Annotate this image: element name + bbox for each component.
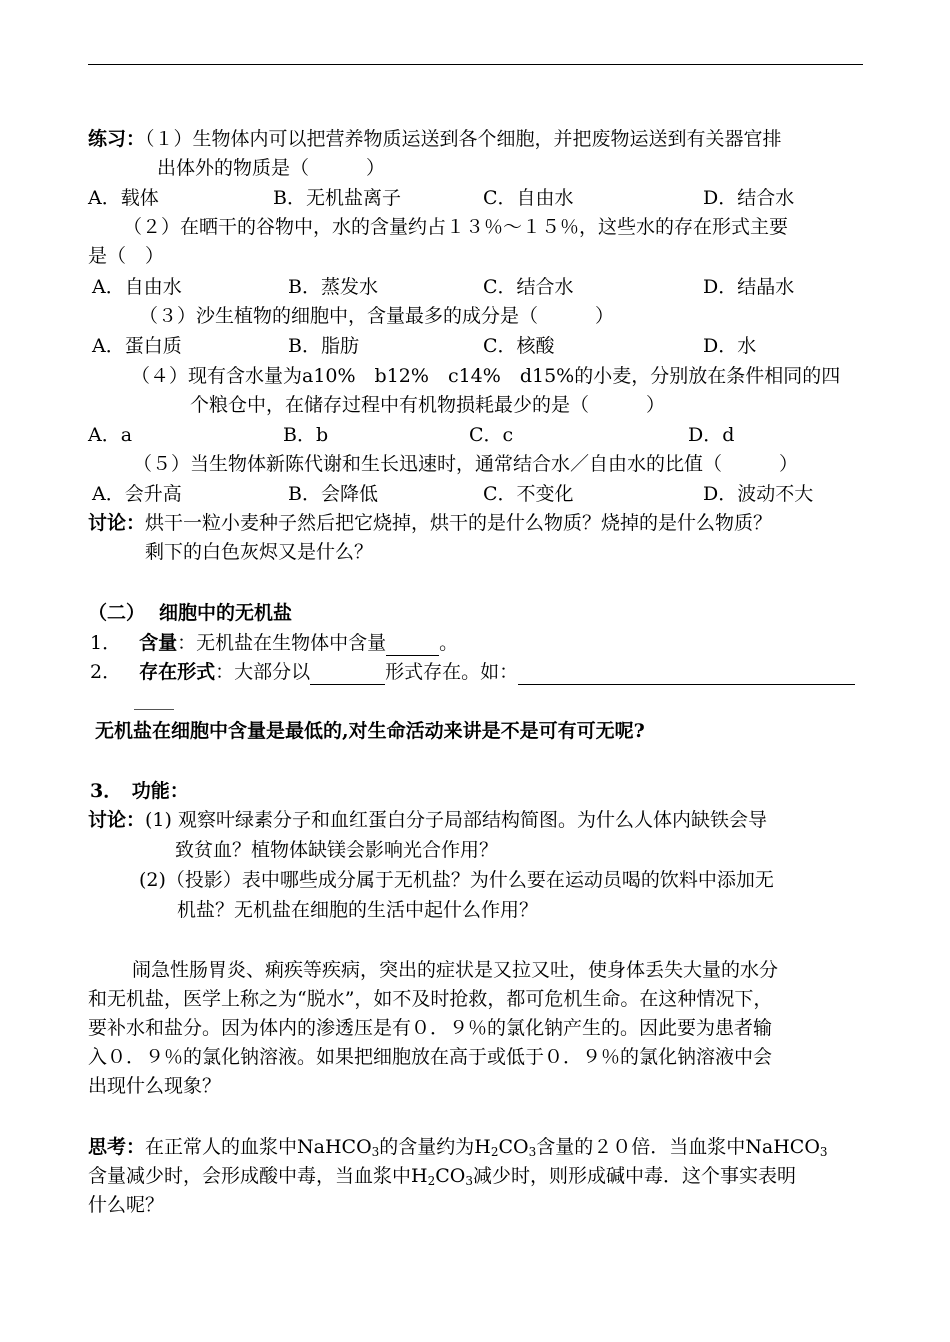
discussion1-text: 烘干一粒小麦种子然后把它烧掉，烘干的是什么物质？烧掉的是什么物质？	[145, 512, 773, 534]
think-line3: 什么呢？	[88, 1194, 165, 1216]
paragraph-line3: 要补水和盐分。因为体内的渗透压是有０．９％的氯化钠产生的。因此要为患者输	[88, 1017, 773, 1039]
item1-blank[interactable]	[386, 635, 439, 656]
think-text-c: CO	[498, 1136, 529, 1158]
q2-option-c: C．结合水	[483, 276, 574, 298]
section2-item2	[90, 659, 855, 685]
q2-option-d: D．结晶水	[703, 276, 795, 298]
q5-option-c: C．不变化	[483, 483, 574, 505]
discussion1-label: 讨论：	[88, 512, 146, 534]
item2-mid: 形式存在。如：	[385, 661, 519, 683]
continuation-rule	[134, 709, 174, 710]
think-text-e: 含量减少时，会形成酸中毒，当血浆中H	[88, 1165, 428, 1187]
q1-option-d: D．结合水	[703, 187, 795, 209]
subscript-3: 3	[819, 1145, 828, 1159]
discussion1-line2: 剩下的白色灰烬又是什么？	[145, 541, 374, 563]
paragraph-line4: 入０．９％的氯化钠溶液。如果把细胞放在高于或低于０．９％的氯化钠溶液中会	[88, 1046, 773, 1068]
q4-option-c: C．c	[469, 424, 514, 446]
item1-num: 1．	[90, 632, 122, 654]
subscript-2: 2	[490, 1145, 499, 1159]
think-label: 思考：	[88, 1136, 146, 1158]
exercise-q4-line2: 个粮仓中，在储存过程中有机物损耗最少的是（ ）	[190, 394, 666, 416]
section2-item1	[90, 630, 458, 656]
exercise-q1-line1	[88, 126, 782, 152]
item2-example-blank[interactable]	[518, 664, 855, 685]
q2-option-a: A．自由水	[92, 276, 182, 298]
exercise-q3: （３）沙生植物的细胞中，含量最多的成分是（ ）	[139, 305, 615, 327]
discussion2-line3: (2)（投影）表中哪些成分属于无机盐？为什么要在运动员喝的饮料中添加无	[139, 869, 774, 891]
think-text-d: 含量的２０倍．当血浆中NaHCO	[536, 1136, 820, 1158]
q5-option-b: B．会降低	[288, 483, 378, 505]
think-text-f: CO	[435, 1165, 466, 1187]
section2-question: 无机盐在细胞中含量是最低的,对生命活动来讲是不是可有可无呢?	[95, 720, 645, 742]
q4-option-d: D．d	[688, 424, 735, 446]
q3-option-c: C．核酸	[483, 335, 555, 357]
exercise-q5: （５）当生物体新陈代谢和生长迅速时，通常结合水／自由水的比值（ ）	[133, 453, 799, 475]
subscript-2: 2	[427, 1174, 436, 1188]
exercise-q2-line1: （２）在晒干的谷物中，水的含量约占１３％～１５％，这些水的存在形式主要	[123, 216, 789, 238]
item1-label: 含量	[139, 632, 178, 654]
item2-label: 存在形式	[139, 661, 216, 683]
q2-option-b: B．蒸发水	[288, 276, 378, 298]
item2-blank[interactable]	[310, 664, 385, 685]
exercise-q2-line2: 是（ ）	[88, 245, 165, 267]
subscript-3: 3	[371, 1145, 380, 1159]
q5-option-a: A．会升高	[92, 483, 182, 505]
section2-heading-text: 细胞中的无机盐	[159, 602, 293, 624]
q4-option-b: B．b	[283, 424, 329, 446]
think-text-a: 在正常人的血浆中NaHCO	[145, 1136, 372, 1158]
discussion1-line1	[88, 510, 772, 536]
q3-option-d: D．水	[703, 335, 757, 357]
think-text-b: 的含量约为H	[379, 1136, 491, 1158]
think-text-g: 减少时，则形成碱中毒．这个事实表明	[472, 1165, 796, 1187]
section2-heading-num: （二）	[88, 602, 146, 624]
header-rule	[88, 64, 863, 65]
section2-item3: 3． 功能：	[90, 780, 189, 802]
q1-option-c: C．自由水	[483, 187, 574, 209]
item2-num: 2．	[90, 661, 122, 683]
item1-text: ：无机盐在生物体中含量	[177, 632, 387, 654]
exercise-q1-line2: 出体外的物质是（ ）	[157, 157, 386, 179]
q1-option-a: A．载体	[88, 187, 159, 209]
q3-option-b: B．脂肪	[288, 335, 359, 357]
q1-option-b: B．无机盐离子	[273, 187, 401, 209]
item1-end: 。	[439, 632, 459, 654]
q3-option-a: A．蛋白质	[92, 335, 182, 357]
discussion2-text: (1) 观察叶绿素分子和血红蛋白分子局部结构简图。为什么人体内缺铁会导	[145, 809, 767, 831]
exercise-label: 练习：	[88, 128, 146, 150]
discussion2-line2: 致贫血？植物体缺镁会影响光合作用？	[175, 839, 499, 861]
discussion2-line1	[88, 807, 767, 833]
discussion2-label: 讨论：	[88, 809, 146, 831]
subscript-3: 3	[528, 1145, 537, 1159]
exercise-q1-text: （１）生物体内可以把营养物质运送到各个细胞，并把废物运送到有关器官排	[145, 128, 782, 150]
discussion2-line4: 机盐？无机盐在细胞的生活中起什么作用？	[177, 899, 539, 921]
think-line2	[88, 1163, 796, 1194]
paragraph-line5: 出现什么现象？	[88, 1075, 222, 1097]
paragraph-line1: 闹急性肠胃炎、痢疾等疾病，突出的症状是又拉又吐，使身体丢失大量的水分	[132, 959, 779, 981]
q4-option-a: A．a	[88, 424, 133, 446]
section2-heading	[88, 600, 292, 626]
think-line1	[88, 1134, 828, 1165]
item2-text: ：大部分以	[215, 661, 311, 683]
exercise-q4-line1: （４）现有含水量为a10% b12% c14% d15%的小麦，分别放在条件相同的四	[131, 365, 841, 387]
q5-option-d: D．波动不大	[703, 483, 814, 505]
subscript-3: 3	[465, 1174, 473, 1188]
paragraph-line2: 和无机盐，医学上称之为“脱水”，如不及时抢救，都可危机生命。在这种情况下，	[88, 988, 773, 1010]
